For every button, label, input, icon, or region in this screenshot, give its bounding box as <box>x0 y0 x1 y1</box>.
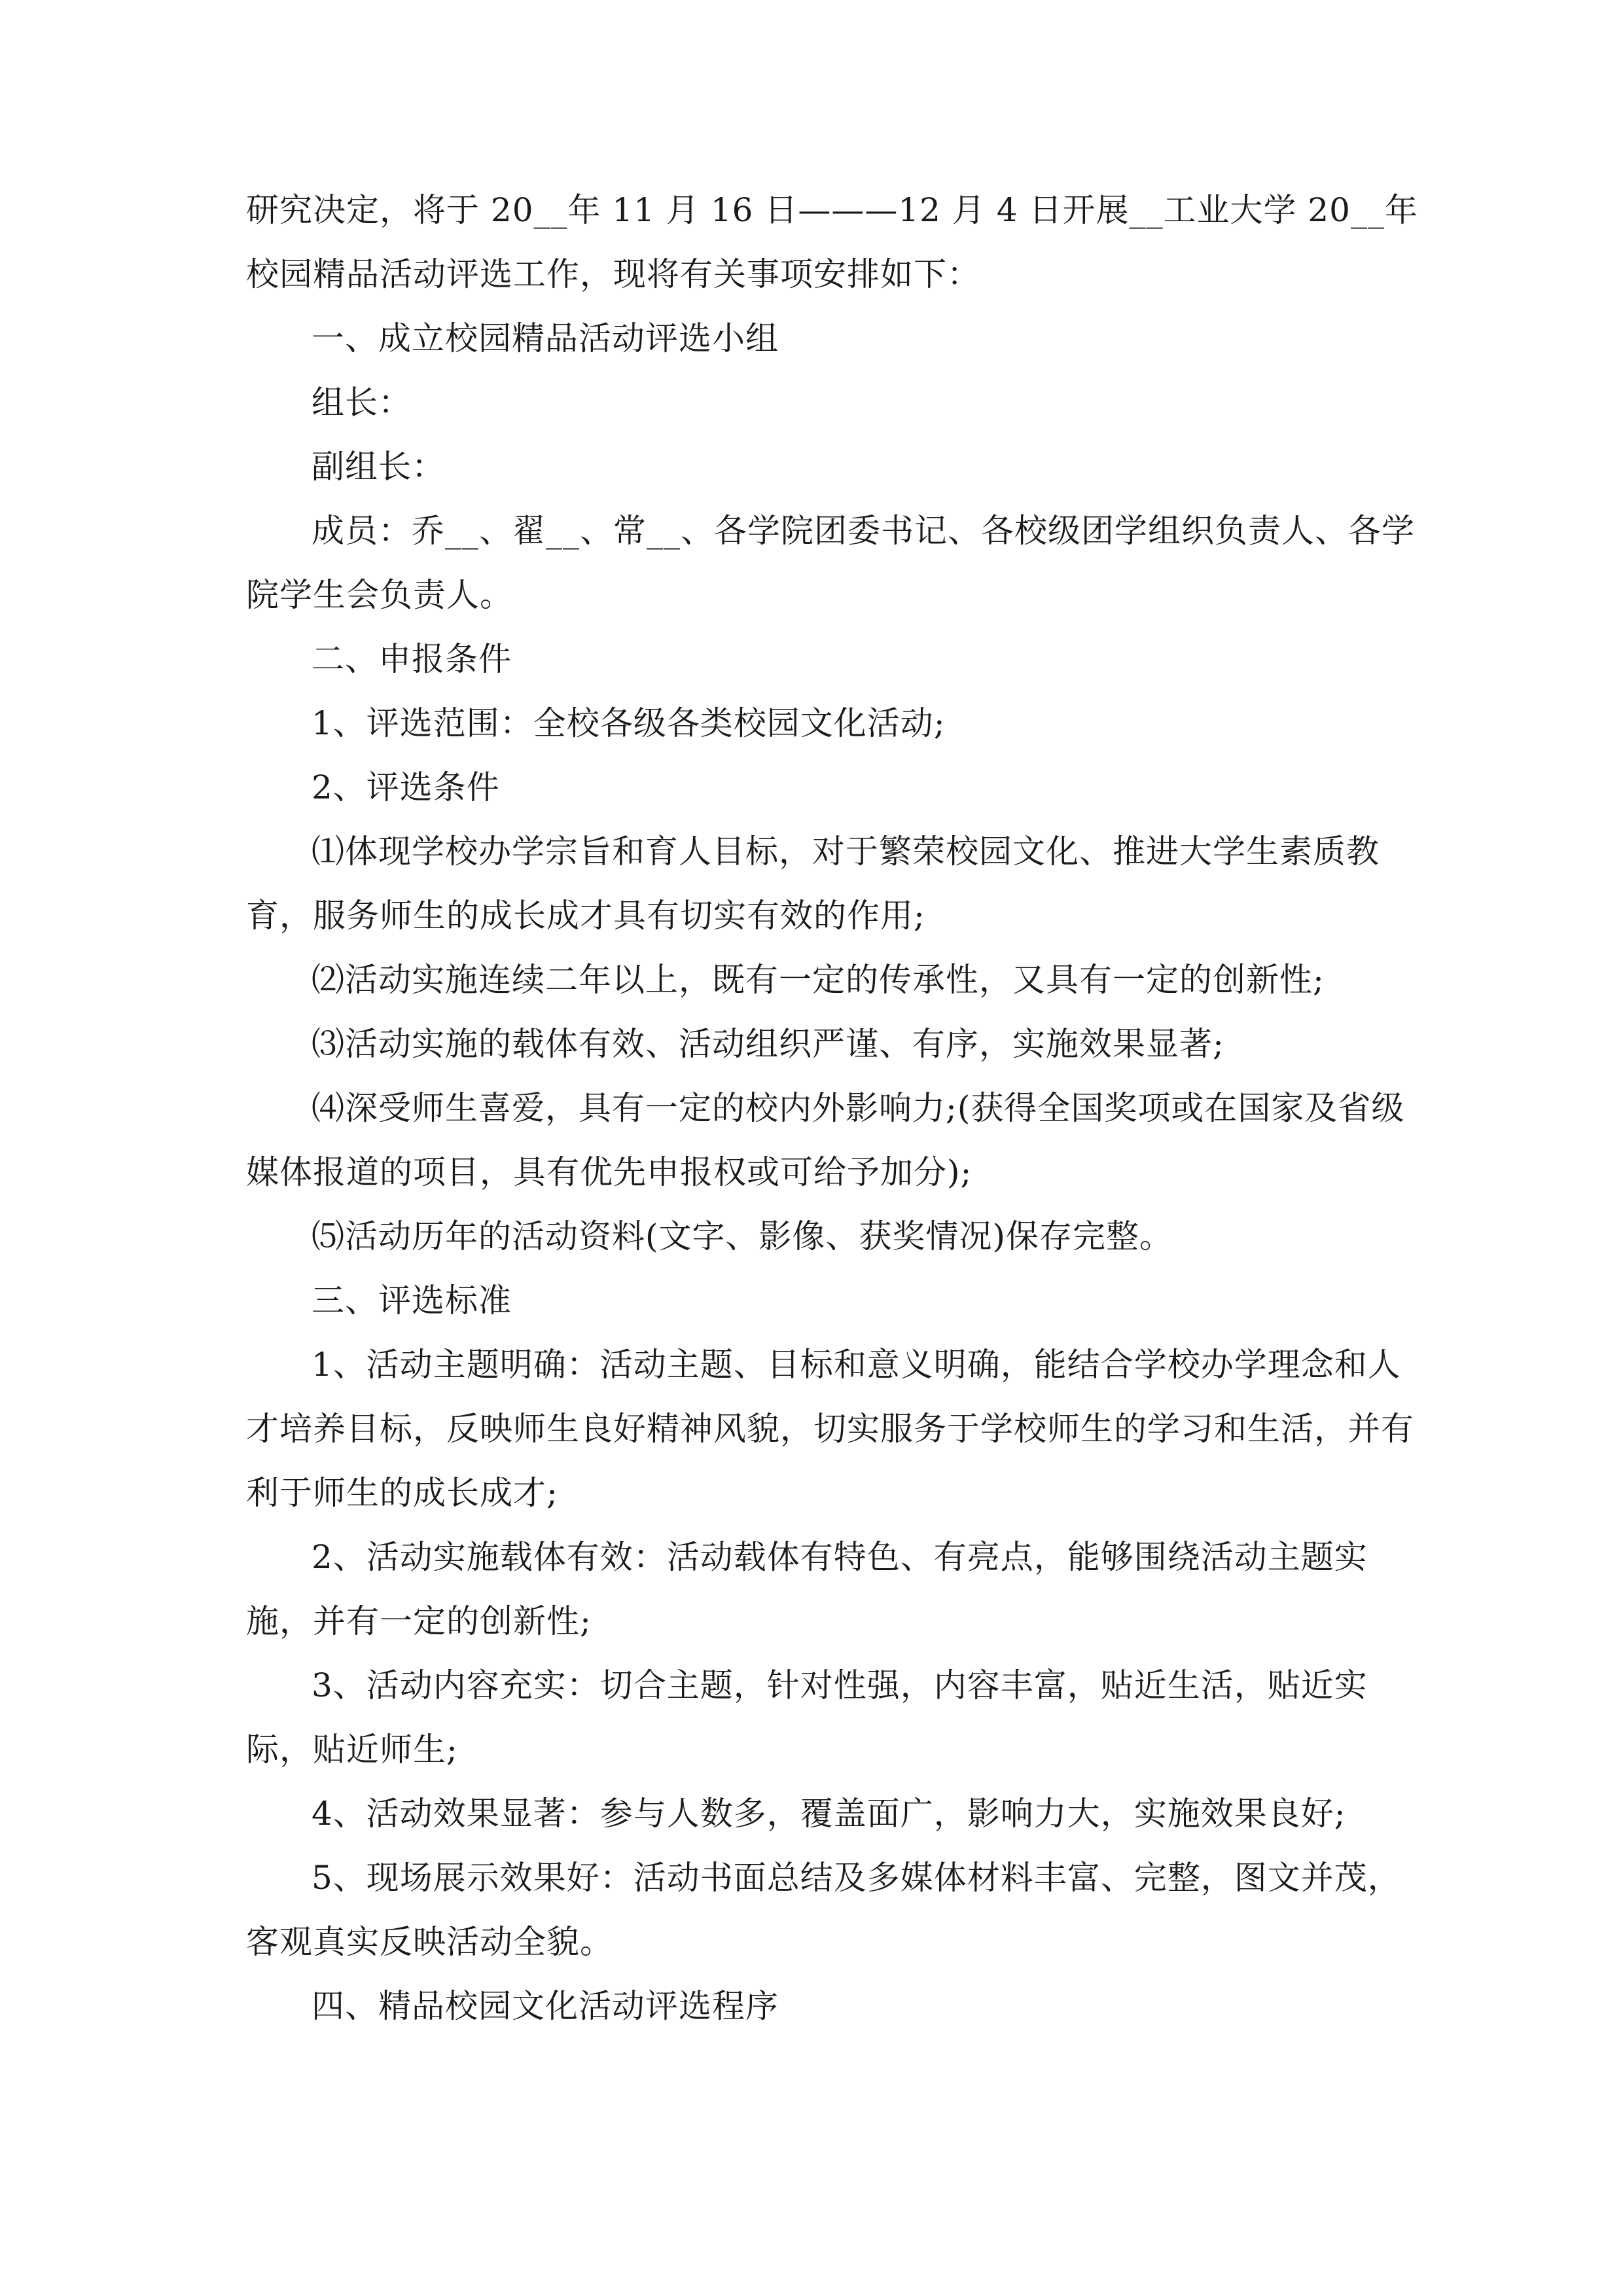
standard-item: 5、现场展示效果好：活动书面总结及多媒体材料丰富、完整，图文并茂，客观真实反映活动全貌。 <box>246 1859 1401 1961</box>
condition-item: ⑷深受师生喜爱，具有一定的校内外影响力;(获得全国奖项或在国家及省级媒体报道的项目，具有优先申报权或可给予加分); <box>246 1089 1405 1191</box>
deputy-leader-line: 副组长： <box>312 448 445 486</box>
section-heading-2: 二、申报条件 <box>312 640 512 678</box>
condition-item: ⑸活动历年的活动资料(文字、影像、获奖情况)保存完整。 <box>312 1217 1173 1255</box>
condition-item: ⑴体现学校办学宗旨和育人目标，对于繁荣校园文化、推进大学生素质教育，服务师生的成长成才具有切实有效的作用; <box>246 833 1380 935</box>
section-heading-4: 四、精品校园文化活动评选程序 <box>312 1987 779 2025</box>
document-body <box>246 178 1424 2038</box>
scope-item: 1、评选范围：全校各级各类校园文化活动; <box>312 704 946 742</box>
condition-item: ⑶活动实施的载体有效、活动组织严谨、有序，实施效果显著; <box>312 1025 1224 1063</box>
members-paragraph: 成员：乔__、翟__、常__、各学院团委书记、各校级团学组织负责人、各学院学生会负责人。 <box>246 512 1415 614</box>
standard-item: 3、活动内容充实：切合主题，针对性强，内容丰富，贴近生活，贴近实际，贴近师生; <box>246 1666 1368 1768</box>
standard-item: 1、活动主题明确：活动主题、目标和意义明确，能结合学校办学理念和人才培养目标，反映师生良好精神风貌，切实服务于学校师生的学习和生活，并有利于师生的成长成才; <box>246 1346 1414 1512</box>
standard-item: 4、活动效果显著：参与人数多，覆盖面广，影响力大，实施效果良好; <box>312 1795 1346 1833</box>
intro-paragraph: 研究决定，将于 20__年 11 月 16 日———12 月 4 日开展__工业大学 20__年校园精品活动评选工作，现将有关事项安排如下： <box>246 191 1418 293</box>
section-heading-1: 一、成立校园精品活动评选小组 <box>312 319 779 357</box>
section-heading-3: 三、评选标准 <box>312 1282 512 1319</box>
leader-line: 组长： <box>312 384 412 422</box>
conditions-subheading: 2、评选条件 <box>312 768 500 806</box>
standard-item: 2、活动实施载体有效：活动载体有特色、有亮点，能够围绕活动主题实施，并有一定的创新性; <box>246 1538 1368 1640</box>
condition-item: ⑵活动实施连续二年以上，既有一定的传承性，又具有一定的创新性; <box>312 961 1325 999</box>
